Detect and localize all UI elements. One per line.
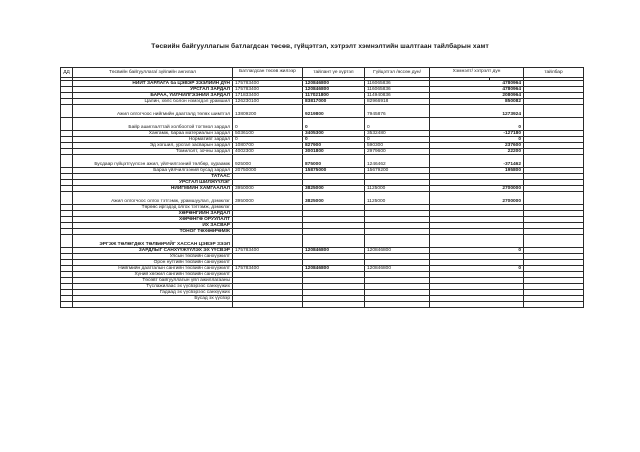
row-approved: 4002300	[233, 149, 303, 155]
row-plan	[303, 235, 365, 248]
row-plan: 117021800	[303, 93, 365, 99]
row-diff: -371462	[430, 155, 524, 168]
row-name: УРСГАЛ ШИЛЖҮҮЛЭГ	[73, 180, 233, 186]
row-diff: 4780964	[430, 81, 524, 87]
row-actual: 114940836	[365, 93, 430, 99]
row-approved: 3950000	[233, 186, 303, 192]
row-approved	[233, 235, 303, 248]
row-actual	[365, 235, 430, 248]
row-name: Төрөөс иргэдэд олгох тэтгэмж, дэмжлэг	[73, 205, 233, 211]
row-name: Томилолт, зочны зардал	[73, 149, 233, 155]
row-actual: 1125000	[365, 192, 430, 205]
row-explanation	[524, 118, 584, 131]
row-approved: 175783400	[233, 248, 303, 254]
row-actual: 0	[365, 118, 430, 131]
row-approved: 13809200	[233, 105, 303, 118]
row-name: Ажил олгогчоос нийгмийн даатгалд төлөх шимтгэл	[73, 105, 233, 118]
header-approved: Батлагдсан төсөв жилээр	[233, 68, 303, 78]
row-name: Түслажилаас эх үүсвэрээс санхүүжих	[73, 284, 233, 290]
row-name: ЗАРДЛЫГ САНХҮҮЖҮҮЛЭХ ЭХ ҮҮСВЭР	[73, 248, 233, 254]
row-actual: 82966918	[365, 99, 430, 105]
budget-table-body	[61, 68, 584, 308]
header-diff: Хэмнэлт/ хэтрэлт дүн	[430, 68, 524, 78]
row-diff: 1273924	[430, 105, 524, 118]
row-plan: 120846800	[303, 81, 365, 87]
row-name: ИХ ЗАСВАР	[73, 223, 233, 229]
row-name: Хангамж, бараа материалын зардал	[73, 131, 233, 137]
header-actual: Гүйцэтгэл /өссөн дүн/	[365, 68, 430, 78]
row-plan: 120846800	[303, 266, 365, 272]
table-row-empty	[61, 302, 584, 308]
header-explanation: тайлбар	[524, 68, 584, 78]
row-name: БАРАА, ҮЙЛЧИЛГЭЭНИЙ ЗАРДАЛ	[73, 93, 233, 99]
row-name: ХӨРӨНГӨ ОРУУЛАЛТ	[73, 217, 233, 223]
row-name: Ажил олгогчоос олгох тэтгэмж, урамшуулал, дэмжлэг	[73, 192, 233, 205]
row-plan: 0	[303, 137, 365, 143]
row-name: ЭРГЭЖ ТӨЛӨГДӨХ ТӨЛБӨРИЙГ ХАССАН ЦЭВЭР ЗЭЭЛ	[73, 235, 233, 248]
row-name: УРСГАЛ ЗАРДАЛ	[73, 87, 233, 93]
row-diff: 0	[430, 118, 524, 131]
row-name: Орон нутгийн төсвийн санхүүжилт	[73, 260, 233, 266]
row-name: Нийгмийн даатгалын сангийн төсвийн санхүүжилт	[73, 266, 233, 272]
table-row	[61, 192, 584, 205]
row-approved: 126230100	[233, 99, 303, 105]
row-actual: 120846800	[365, 266, 430, 272]
row-approved: 3950000	[233, 192, 303, 205]
row-actual: 590300	[365, 143, 430, 149]
row-approved: 20750000	[233, 168, 303, 174]
table-row	[61, 235, 584, 248]
row-actual: 7945876	[365, 105, 430, 118]
row-actual: 3532480	[365, 131, 430, 137]
row-name: Бусад эх үүсвэр	[73, 296, 233, 302]
row-name: ТАТААС	[73, 174, 233, 180]
row-approved: 0	[233, 137, 303, 143]
row-number	[61, 105, 73, 118]
table-row	[61, 118, 584, 131]
row-plan: 120846800	[303, 87, 365, 93]
table-row	[61, 81, 584, 87]
row-name: Төсөвт байгууллагын үйл ажиллагааны	[73, 278, 233, 284]
row-explanation	[524, 235, 584, 248]
row-plan: 83817000	[303, 99, 365, 105]
header-name: Төсвийн байгууллага/ зүйлийн ангилал	[73, 68, 233, 78]
row-name: Эд хогшил, урсгал засварын зардал	[73, 143, 233, 149]
row-number	[61, 118, 73, 131]
header-no: ДД	[61, 68, 73, 78]
table-row	[61, 105, 584, 118]
row-name: ХӨРӨНГИЙН ЗАРДАЛ	[73, 211, 233, 217]
row-name: Цалин, хөлс болон нэмэгдэл урамшил	[73, 99, 233, 105]
row-diff: 4780964	[430, 87, 524, 93]
row-actual: 1125000	[365, 186, 430, 192]
row-diff: 0	[430, 137, 524, 143]
row-plan: 3001800	[303, 149, 365, 155]
row-name: Гадаад эх үүсвэрээс санхүүжих	[73, 290, 233, 296]
row-actual: 2979600	[365, 149, 430, 155]
row-name: НИЙГМИЙН ХАМГААЛАЛ	[73, 186, 233, 192]
row-diff: 237600	[430, 143, 524, 149]
row-diff: 2080964	[430, 93, 524, 99]
row-actual: 1246462	[365, 155, 430, 168]
row-plan: 3405300	[303, 131, 365, 137]
row-actual: 116065836	[365, 87, 430, 93]
row-actual: 15679200	[365, 168, 430, 174]
header-plan-period: тайлант үе хүртэл	[303, 68, 365, 78]
row-name: Нормативт зардал	[73, 137, 233, 143]
row-approved: 0	[233, 118, 303, 131]
row-explanation	[524, 155, 584, 168]
row-approved: 5036100	[233, 131, 303, 137]
table-row	[61, 155, 584, 168]
row-diff: -127180	[430, 131, 524, 137]
budget-table	[60, 67, 584, 308]
row-diff: 2700000	[430, 186, 524, 192]
row-diff: 850082	[430, 99, 524, 105]
row-approved: 175783400	[233, 266, 303, 272]
row-diff: 2700000	[430, 192, 524, 205]
row-actual: 116065836	[365, 81, 430, 87]
row-number	[61, 192, 73, 205]
row-diff: 195800	[430, 168, 524, 174]
row-plan: 120846800	[303, 248, 365, 254]
row-plan: 3825000	[303, 192, 365, 205]
row-name: Бараа үйлчилгээний бусад зардал	[73, 168, 233, 174]
row-name: Байр ашиглалттай холбоотой тогтмол зардал	[73, 118, 233, 131]
row-explanation	[524, 192, 584, 205]
row-plan: 875000	[303, 155, 365, 168]
row-actual: 120846800	[365, 248, 430, 254]
row-name: ТОНОГ ТӨХӨӨРӨМЖ	[73, 229, 233, 235]
row-diff: 0	[430, 248, 524, 254]
row-plan: 0	[303, 118, 365, 131]
row-name: НИЙТ ЗАРЛАГА ба ЦЭВЭР ЗЭЭЛИЙН ДҮН	[73, 81, 233, 87]
row-approved: 1080700	[233, 143, 303, 149]
row-approved: 175783400	[233, 81, 303, 87]
row-diff: 0	[430, 266, 524, 272]
row-approved: 175783400	[233, 87, 303, 93]
row-name: Бусдаар гүйцэтгүүлсэн ажил, үйлчилгээний төлбөр, хураамж	[73, 155, 233, 168]
row-plan: 15875000	[303, 168, 365, 174]
row-diff	[430, 235, 524, 248]
row-plan: 3825000	[303, 186, 365, 192]
row-name: Улсын төсвийн санхүүжилт	[73, 254, 233, 260]
row-number	[61, 155, 73, 168]
row-actual: 0	[365, 137, 430, 143]
row-plan: 827900	[303, 143, 365, 149]
row-name: Хүний хөгжил сангийн төсвийн санхүүжилт	[73, 272, 233, 278]
row-number	[61, 235, 73, 248]
row-plan: 9219800	[303, 105, 365, 118]
row-explanation	[524, 105, 584, 118]
page-title: Төсвийн байгууллагын батлагдсан төсөв, гүйцэтгэл, хэтрэлт хэмнэлтийн шалтгаан тайлбарын хамт	[151, 43, 489, 50]
budget-table-container	[60, 67, 584, 308]
table-header-row-1	[61, 68, 584, 78]
row-approved: 925000	[233, 155, 303, 168]
row-diff: 22200	[430, 149, 524, 155]
row-approved: 171833400	[233, 93, 303, 99]
